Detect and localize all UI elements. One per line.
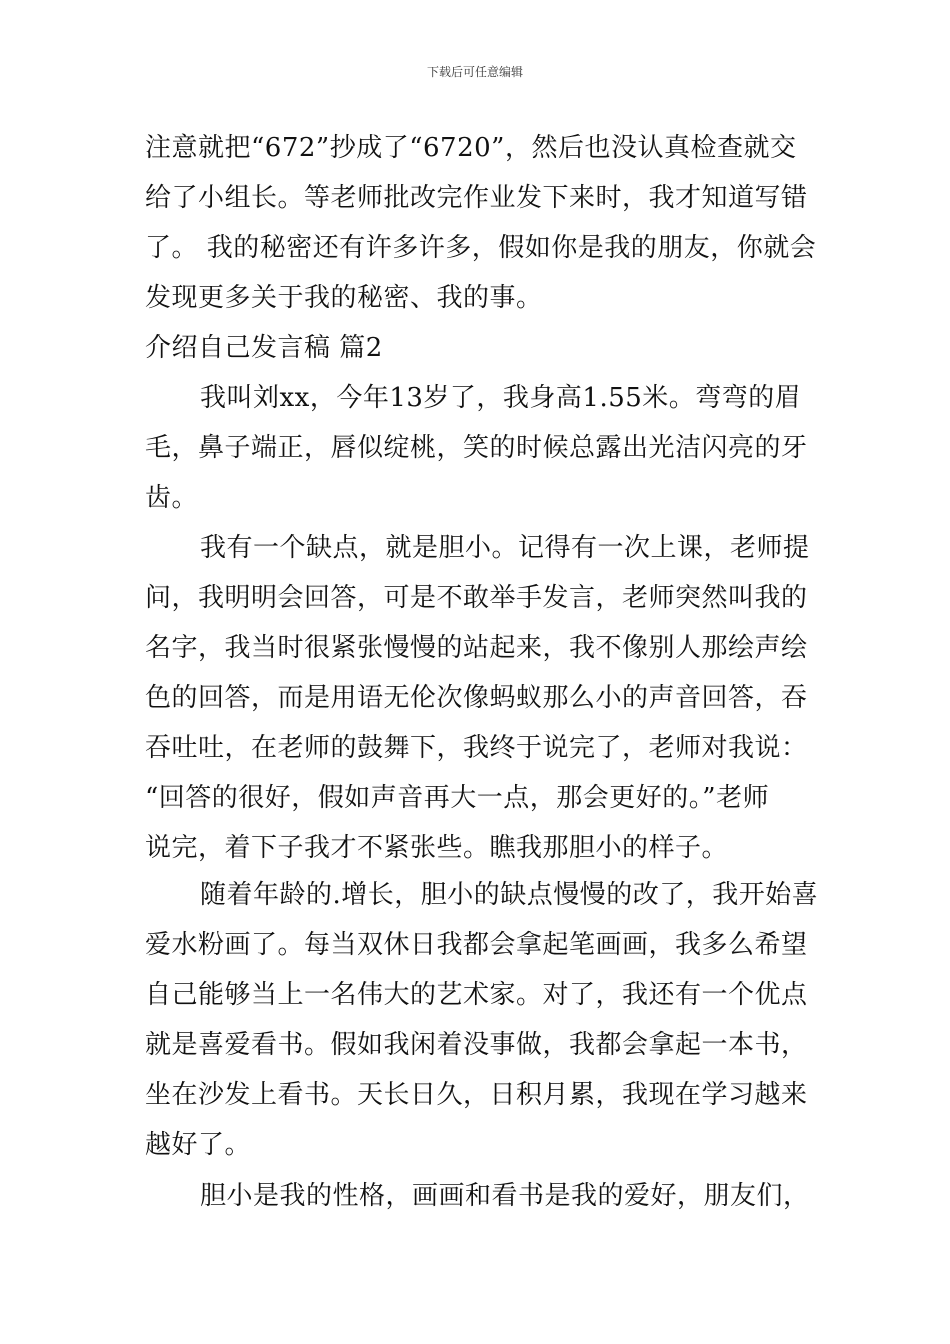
- text-line: 吞吐吐，在老师的鼓舞下，我终于说完了，老师对我说：: [145, 733, 808, 763]
- text-line: 了。 我的秘密还有许多许多，假如你是我的朋友，你就会: [145, 233, 817, 263]
- text-line: 坐在沙发上看书。天长日久，日积月累，我现在学习越来: [145, 1080, 808, 1110]
- text-line: 越好了。: [145, 1130, 252, 1160]
- text-line: 我叫刘xx，今年13岁了，我身高1.55米。弯弯的眉: [200, 383, 802, 413]
- page-header-note: 下载后可任意编辑: [426, 65, 523, 79]
- text-line: 胆小是我的性格，画画和看书是我的爱好，朋友们，: [200, 1181, 810, 1211]
- text-line: 名字，我当时很紧张慢慢的站起来，我不像别人那绘声绘: [145, 633, 808, 663]
- text-line: 发现更多关于我的秘密、我的事。: [145, 283, 543, 313]
- section-heading: 介绍自己发言稿 篇2: [145, 333, 383, 363]
- text-line: 毛，鼻子端正，唇似绽桃，笑的时候总露出光洁闪亮的牙: [145, 433, 808, 463]
- text-line: 给了小组长。等老师批改完作业发下来时，我才知道写错: [145, 183, 808, 213]
- text-line: “回答的很好，假如声音再大一点，那会更好的。”老师: [145, 783, 770, 813]
- text-line: 齿。: [145, 483, 199, 513]
- text-line: 注意就把“672”抄成了“6720”，然后也没认真检查就交: [145, 133, 797, 163]
- text-line: 问，我明明会回答，可是不敢举手发言，老师突然叫我的: [145, 583, 808, 613]
- text-line: 说完，着下子我才不紧张些。瞧我那胆小的样子。: [145, 833, 729, 863]
- text-line: 就是喜爱看书。假如我闲着没事做，我都会拿起一本书，: [145, 1030, 808, 1060]
- text-line: 自己能够当上一名伟大的艺术家。对了，我还有一个优点: [145, 980, 808, 1010]
- text-line: 我有一个缺点，就是胆小。记得有一次上课，老师提: [200, 533, 810, 563]
- text-line: 随着年龄的.增长，胆小的缺点慢慢的改了，我开始喜: [200, 880, 819, 910]
- text-line: 色的回答，而是用语无伦次像蚂蚁那么小的声音回答，吞: [145, 683, 808, 713]
- text-line: 爱水粉画了。每当双休日我都会拿起笔画画，我多么希望: [145, 930, 808, 960]
